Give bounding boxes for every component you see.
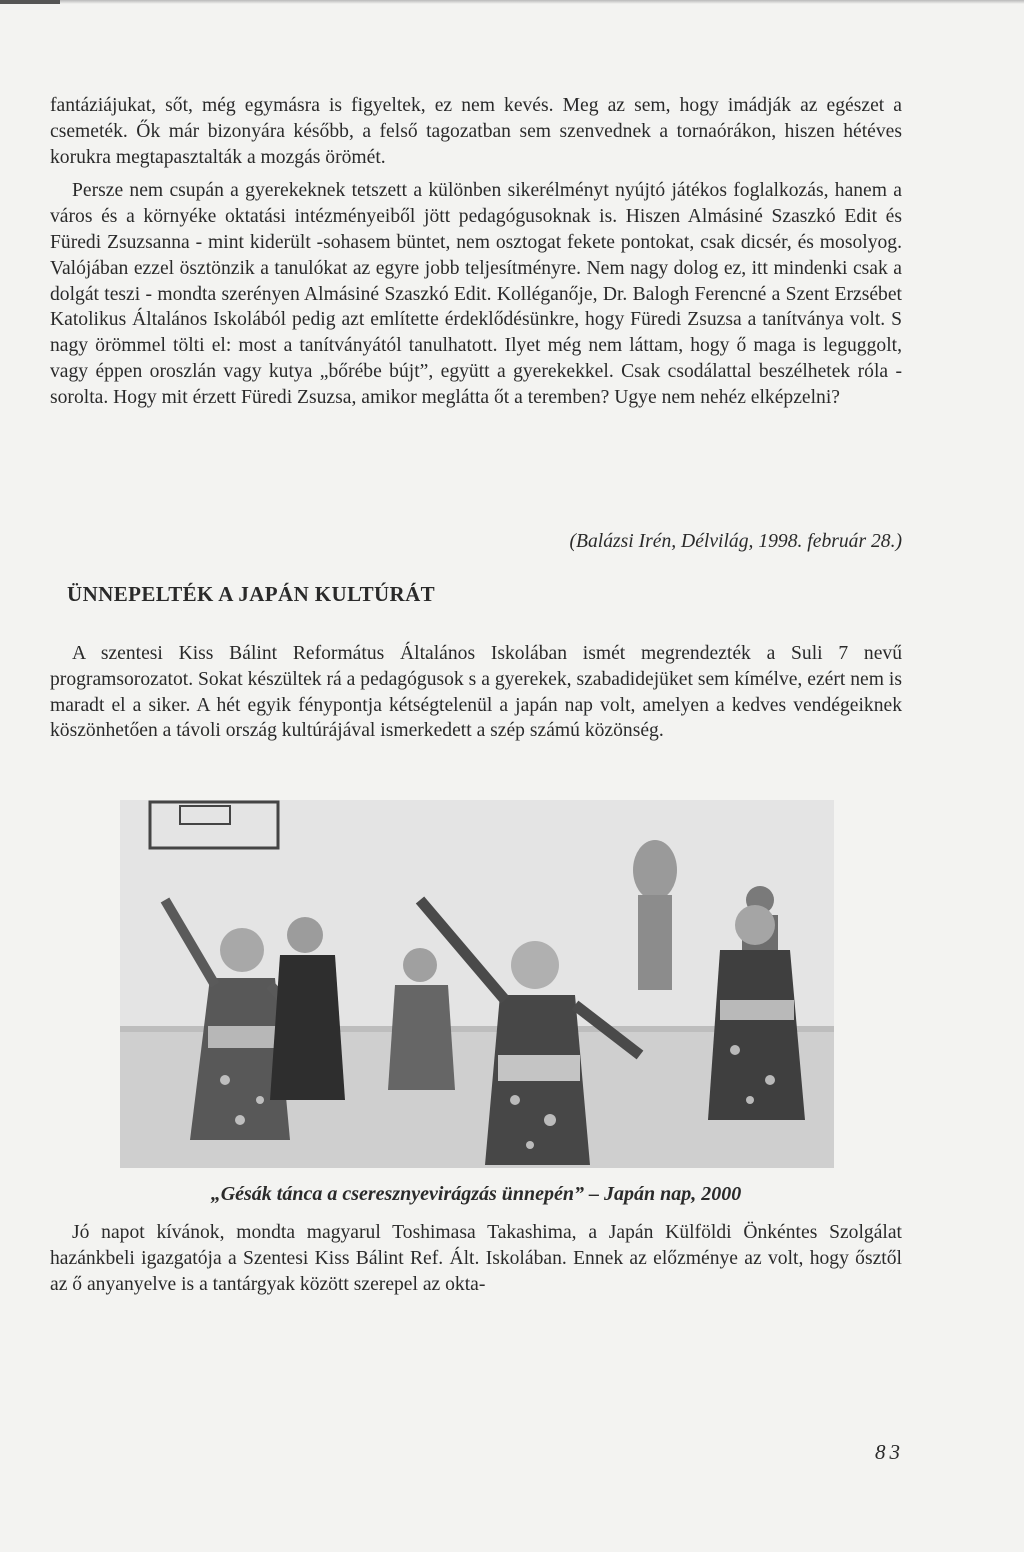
photo-caption: „Gésák tánca a cseresznyevirágzás ünnepén” – Japán nap, 2000 bbox=[210, 1183, 742, 1205]
scan-shadow bbox=[0, 0, 1024, 4]
paragraph: Jó napot kívánok, mondta magyarul Toshimasa Takashima, a Japán Külföldi Önkéntes Szolgálat hazánkbeli igazgatója a Szentesi Kiss Bálint Ref. Ált. Iskolában. Ennek az előzménye az volt, hogy ősztől az ő anyanyelve is a tantárgyak között szerepel az okta- bbox=[50, 1222, 902, 1295]
paragraph: Persze nem csupán a gyerekeknek tetszett a különben sikerélményt nyújtó játékos foglalkozás, hanem a város és a környéke oktatási intézményeiből jött pedagógusoknak is. Hiszen Almásiné Szaszkó Edit és Füredi Zsuzsanna - mint kiderült -sohasem büntet, nem osztogat fekete pontokat, csak dicsér, és mosolyog. Valójában ezzel ösztönzik a tanulókat az egyre jobb teljesítményre. Nem nagy dolog ez, itt mindenki csak a dolgát teszi - mondta szerényen Almásiné Szaszkó Edit. Kolléganője, Dr. Balogh Ferencné a Szent Erzsébet Katolikus Általános Iskolából pedig azt említette érdeklődésünkre, hogy Füredi Zsuzsa a tanítványa volt. S nagy örömmel tölti el: most a tanítványától tanulhatott. Ilyet még nem láttam, hogy ő maga is leguggolt, vagy éppen oroszlán vagy kutya „bőrébe bújt”, együtt a gyerekekkel. Csak csodálattal beszélhetek róla - sorolta. Hogy mit érzett Füredi Zsuzsa, amikor meglátta őt a teremben? Ugye nem nehéz elképzelni? bbox=[50, 180, 902, 408]
article-body-top bbox=[50, 93, 902, 411]
paragraph: A szentesi Kiss Bálint Református Általános Iskolában ismét megrendezték a Suli 7 nevű programsorozatot. Sokat készültek rá a pedagógusok s a gyerekek, szabadidejüket sem kímélve, ezért nem is maradt el a siker. A hét egyik fénypontja kétségtelenül a japán nap volt, amelyen a kedves vendégeiknek köszönhetően a távoli ország kultúrájával ismerkedett a szép számú közönség. bbox=[50, 643, 902, 742]
paragraph-continued: fantáziájukat, sőt, még egymásra is figyeltek, ez nem kevés. Meg az sem, hogy imádják az egészet a csemeték. Ők már bizonyára később, a felső tagozatban sem szenvednek a tornaórákon, hiszen hétéves korukra megtapasztalták a mozgás örömét. bbox=[50, 95, 902, 168]
article-body-bottom bbox=[50, 1220, 902, 1297]
scan-mark bbox=[0, 0, 60, 4]
dance-photo bbox=[120, 800, 834, 1168]
page-number: 83 bbox=[875, 1440, 904, 1464]
article-body-mid bbox=[50, 641, 902, 744]
citation: (Balázsi Irén, Délvilág, 1998. február 28.) bbox=[569, 531, 902, 552]
photo-illustration bbox=[120, 800, 834, 1168]
article-heading: ÜNNEPELTÉK A JAPÁN KULTÚRÁT bbox=[67, 582, 436, 606]
